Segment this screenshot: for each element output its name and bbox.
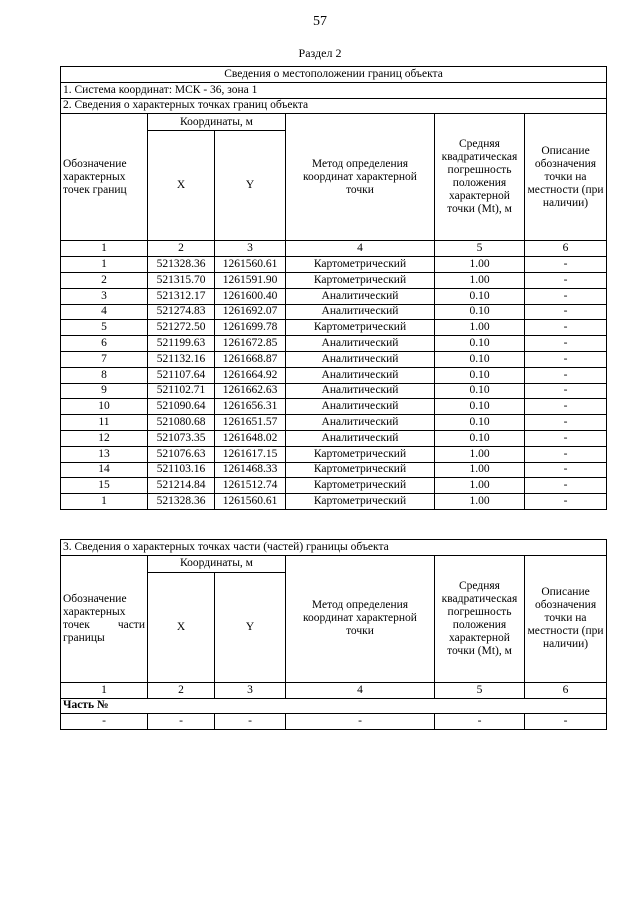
table-cell: - xyxy=(525,714,607,730)
page-number: 57 xyxy=(313,14,327,29)
description-cell: - xyxy=(525,415,607,431)
table-row xyxy=(61,257,607,273)
table-cell: - xyxy=(148,714,215,730)
part-heading: 3. Сведения о характерных точках части (частей) границы объекта xyxy=(61,540,607,556)
method-cell: Картометрический xyxy=(286,446,435,462)
y-cell: 1261656.31 xyxy=(215,399,286,415)
column-number: 2 xyxy=(148,241,215,257)
error-cell: 0.10 xyxy=(435,288,525,304)
y-cell: 1261512.74 xyxy=(215,478,286,494)
error-cell: 0.10 xyxy=(435,415,525,431)
column-number: 2 xyxy=(148,682,215,698)
table-row xyxy=(61,415,607,431)
table-title: Сведения о местоположении границ объекта xyxy=(61,67,607,83)
column-number: 6 xyxy=(525,682,607,698)
method-cell: Картометрический xyxy=(286,272,435,288)
point-cell: 10 xyxy=(61,399,148,415)
table-cell: - xyxy=(435,714,525,730)
x-cell: 521073.35 xyxy=(148,430,215,446)
x-cell: 521312.17 xyxy=(148,288,215,304)
column-number: 3 xyxy=(215,682,286,698)
part-data-row xyxy=(61,714,607,730)
x-cell: 521214.84 xyxy=(148,478,215,494)
x-cell: 521132.16 xyxy=(148,351,215,367)
description-cell: - xyxy=(525,478,607,494)
point-cell: 8 xyxy=(61,367,148,383)
table-row xyxy=(61,320,607,336)
table-row xyxy=(61,383,607,399)
x-cell: 521107.64 xyxy=(148,367,215,383)
x-cell: 521102.71 xyxy=(148,383,215,399)
point-cell: 9 xyxy=(61,383,148,399)
error-cell: 0.10 xyxy=(435,430,525,446)
table-row xyxy=(61,446,607,462)
method-cell: Картометрический xyxy=(286,320,435,336)
table-cell: - xyxy=(215,714,286,730)
error-cell: 1.00 xyxy=(435,272,525,288)
error-cell: 1.00 xyxy=(435,320,525,336)
description-cell: - xyxy=(525,399,607,415)
error-cell: 1.00 xyxy=(435,494,525,510)
description-cell: - xyxy=(525,351,607,367)
method-cell: Картометрический xyxy=(286,478,435,494)
y-cell: 1261668.87 xyxy=(215,351,286,367)
column-x: X xyxy=(148,131,215,241)
part-column-description: Описание обозначения точки на местности (при наличии) xyxy=(525,555,607,682)
x-cell: 521315.70 xyxy=(148,272,215,288)
description-cell: - xyxy=(525,430,607,446)
point-cell: 15 xyxy=(61,478,148,494)
table-row xyxy=(61,336,607,352)
column-description: Описание обозначения точки на местности (при наличии) xyxy=(525,114,607,241)
column-number: 1 xyxy=(61,241,148,257)
error-cell: 0.10 xyxy=(435,304,525,320)
x-cell: 521090.64 xyxy=(148,399,215,415)
section-label: Раздел 2 xyxy=(298,46,342,60)
table-row xyxy=(61,304,607,320)
column-y: Y xyxy=(215,131,286,241)
point-cell: 4 xyxy=(61,304,148,320)
point-cell: 1 xyxy=(61,494,148,510)
method-cell: Картометрический xyxy=(286,494,435,510)
point-cell: 11 xyxy=(61,415,148,431)
table-row xyxy=(61,478,607,494)
error-cell: 0.10 xyxy=(435,383,525,399)
y-cell: 1261600.40 xyxy=(215,288,286,304)
y-cell: 1261692.07 xyxy=(215,304,286,320)
y-cell: 1261699.78 xyxy=(215,320,286,336)
column-number: 5 xyxy=(435,241,525,257)
part-column-coordinates: Координаты, м xyxy=(148,555,286,572)
description-cell: - xyxy=(525,383,607,399)
part-column-numbers-row xyxy=(61,682,607,698)
description-cell: - xyxy=(525,288,607,304)
point-cell: 2 xyxy=(61,272,148,288)
error-cell: 0.10 xyxy=(435,367,525,383)
description-cell: - xyxy=(525,336,607,352)
column-error: Средняя квадратическая погрешность положения характерной точки (Mt), м xyxy=(435,114,525,241)
point-cell: 7 xyxy=(61,351,148,367)
point-cell: 13 xyxy=(61,446,148,462)
point-cell: 14 xyxy=(61,462,148,478)
column-number: 5 xyxy=(435,682,525,698)
description-cell: - xyxy=(525,320,607,336)
x-cell: 521103.16 xyxy=(148,462,215,478)
y-cell: 1261648.02 xyxy=(215,430,286,446)
y-cell: 1261662.63 xyxy=(215,383,286,399)
table-row xyxy=(61,288,607,304)
error-cell: 1.00 xyxy=(435,462,525,478)
table-row xyxy=(61,430,607,446)
column-numbers-row xyxy=(61,241,607,257)
table-row xyxy=(61,351,607,367)
column-number: 3 xyxy=(215,241,286,257)
x-cell: 521199.63 xyxy=(148,336,215,352)
y-cell: 1261672.85 xyxy=(215,336,286,352)
error-cell: 1.00 xyxy=(435,478,525,494)
method-cell: Картометрический xyxy=(286,257,435,273)
part-column-y: Y xyxy=(215,572,286,682)
y-cell: 1261617.15 xyxy=(215,446,286,462)
x-cell: 521080.68 xyxy=(148,415,215,431)
column-coordinates: Координаты, м xyxy=(148,114,286,131)
y-cell: 1261560.61 xyxy=(215,257,286,273)
description-cell: - xyxy=(525,462,607,478)
description-cell: - xyxy=(525,304,607,320)
method-cell: Картометрический xyxy=(286,462,435,478)
x-cell: 521328.36 xyxy=(148,494,215,510)
method-cell: Аналитический xyxy=(286,304,435,320)
part-column-designation: Обозначение характерных точек части границы xyxy=(61,555,148,682)
point-cell: 5 xyxy=(61,320,148,336)
method-cell: Аналитический xyxy=(286,399,435,415)
error-cell: 1.00 xyxy=(435,446,525,462)
points-heading: 2. Сведения о характерных точках границ объекта xyxy=(61,98,607,114)
column-method: Метод определения координат характерной точки xyxy=(286,114,435,241)
x-cell: 521274.83 xyxy=(148,304,215,320)
part-label: Часть № xyxy=(61,698,607,714)
error-cell: 0.10 xyxy=(435,351,525,367)
description-cell: - xyxy=(525,257,607,273)
method-cell: Аналитический xyxy=(286,288,435,304)
x-cell: 521272.50 xyxy=(148,320,215,336)
description-cell: - xyxy=(525,272,607,288)
point-cell: 3 xyxy=(61,288,148,304)
method-cell: Аналитический xyxy=(286,430,435,446)
point-cell: 1 xyxy=(61,257,148,273)
part-column-error: Средняя квадратическая погрешность положения характерной точки (Mt), м xyxy=(435,555,525,682)
table-cell: - xyxy=(286,714,435,730)
x-cell: 521328.36 xyxy=(148,257,215,273)
method-cell: Аналитический xyxy=(286,367,435,383)
column-number: 4 xyxy=(286,241,435,257)
table-cell: - xyxy=(61,714,148,730)
part-column-x: X xyxy=(148,572,215,682)
table-row xyxy=(61,367,607,383)
error-cell: 0.10 xyxy=(435,399,525,415)
coordinate-system: 1. Система координат: МСК - 36, зона 1 xyxy=(61,82,607,98)
description-cell: - xyxy=(525,367,607,383)
description-cell: - xyxy=(525,446,607,462)
method-cell: Аналитический xyxy=(286,383,435,399)
table-row xyxy=(61,462,607,478)
error-cell: 1.00 xyxy=(435,257,525,273)
column-number: 6 xyxy=(525,241,607,257)
column-designation: Обозначение характерных точек границ xyxy=(61,114,148,241)
column-number: 1 xyxy=(61,682,148,698)
x-cell: 521076.63 xyxy=(148,446,215,462)
table-row xyxy=(61,399,607,415)
method-cell: Аналитический xyxy=(286,415,435,431)
y-cell: 1261664.92 xyxy=(215,367,286,383)
part-points-table xyxy=(60,539,607,730)
point-cell: 6 xyxy=(61,336,148,352)
point-cell: 12 xyxy=(61,430,148,446)
error-cell: 0.10 xyxy=(435,336,525,352)
y-cell: 1261560.61 xyxy=(215,494,286,510)
y-cell: 1261651.57 xyxy=(215,415,286,431)
table-row xyxy=(61,494,607,510)
method-cell: Аналитический xyxy=(286,336,435,352)
description-cell: - xyxy=(525,494,607,510)
boundary-points-table xyxy=(60,66,607,510)
table-row xyxy=(61,272,607,288)
method-cell: Аналитический xyxy=(286,351,435,367)
y-cell: 1261468.33 xyxy=(215,462,286,478)
column-number: 4 xyxy=(286,682,435,698)
part-column-method: Метод определения координат характерной точки xyxy=(286,555,435,682)
y-cell: 1261591.90 xyxy=(215,272,286,288)
